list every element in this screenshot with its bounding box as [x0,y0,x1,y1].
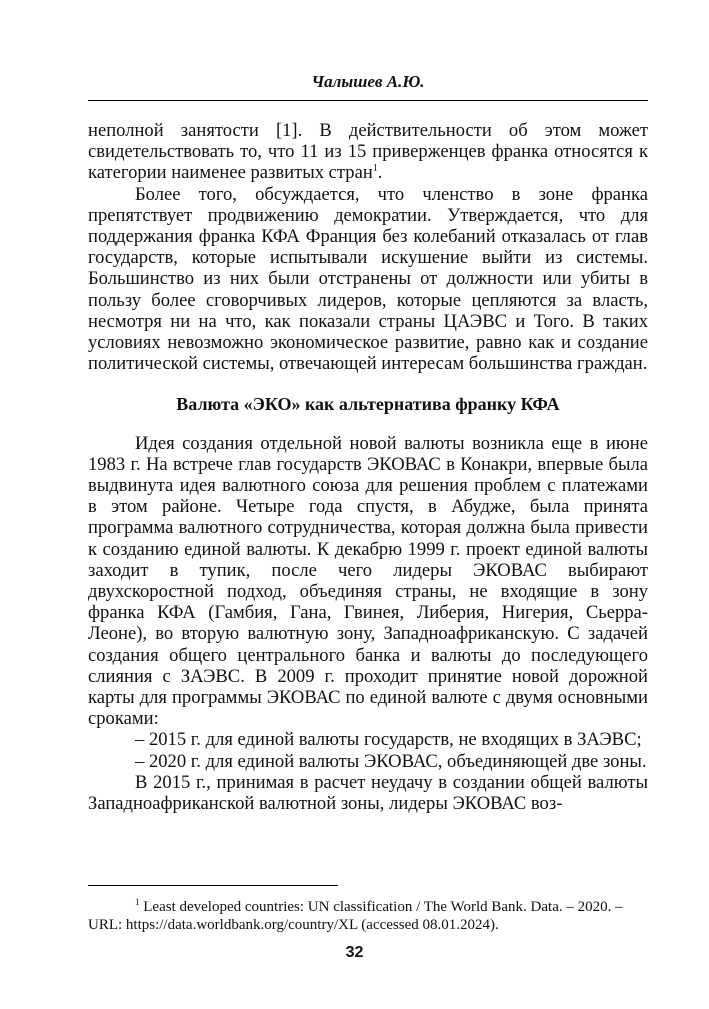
main-text [88,120,648,814]
footnote-reference[interactable]: 1 [372,163,378,175]
list-item-2015: – 2015 г. для единой валюты государств, не входящих в ЗАЭВС; [135,729,642,751]
section-heading: Валюта «ЭКО» как альтернатива франку КФА [176,394,560,415]
header-divider [88,100,648,101]
footnote [88,898,648,934]
footnote-divider [88,885,338,886]
page-number: 32 [345,944,364,961]
footnote-text-2: URL: https://data.worldbank.org/country/XL (accessed 08.01.2024). [88,917,499,933]
paragraph-1-text: неполной занятости [1]. В действительности об этом может свидетельствовать то, что 11 из 15 приверженцев франка относятся к категории наименее развитых стран [88,120,648,184]
paragraph-1-end: . [377,162,383,184]
footnote-line-1 [88,898,648,916]
paragraph-4: В 2015 г., принимая в расчет неудачу в создании общей валюты Западноафриканской валютной зоны, лидеры ЭКОВАС воз- [88,771,648,815]
running-title: Чалышев А.Ю. [311,72,425,91]
paragraph-1 [88,120,648,184]
footnote-marker: 1 [135,897,140,907]
paragraph-2: Более того, обсуждается, что членство в зоне франка препятствует продвижению демократии. Утверждается, что для поддержания франка КФА Франция без колебаний отказалась от глав государств, которые испытывали искушение выйти из системы. Большинство из них были отстранены от должности или убиты в пользу более сговорчивых лидеров, которые цепляются за власть, несмотря ни на что, как показали страны ЦАЭВС и Того. В таких условиях невозможно экономическое развитие, равно как и создание политической системы, отвечающей интересам большинства граждан. [88,183,648,375]
footnote-text-1: Least developed countries: UN classification / The World Bank. Data. – 2020. – [143,899,623,915]
paragraph-3: Идея создания отдельной новой валюты возникла еще в июне 1983 г. На встрече глав государств ЭКОВАС в Конакри, впервые была выдвинута идея валютного союза для решения проблем с платежами в этом районе. Четыре года спустя, в Абудже, была принята программа валютного сотрудничества, которая должна была привести к созданию единой валюты. К декабрю 1999 г. проект единой валюты заходит в тупик, после чего лидеры ЭКОВАС выбирают двухскоростной подход, объединяя страны, не входящие в зону франка КФА (Гамбия, Гана, Гвинея, Либерия, Нигерия, Сьерра-Леоне), во вторую валютную зону, Западноафриканскую. С задачей создания общего центрального банка и валюты до последующего слияния с ЗАЭВС. В 2009 г. проходит принятие новой дорожной карты для программы ЭКОВАС по единой валюте с двумя основными сроками: [88,432,648,730]
list-item-2020: – 2020 г. для единой валюты ЭКОВАС, объединяющей две зоны. [135,750,647,772]
